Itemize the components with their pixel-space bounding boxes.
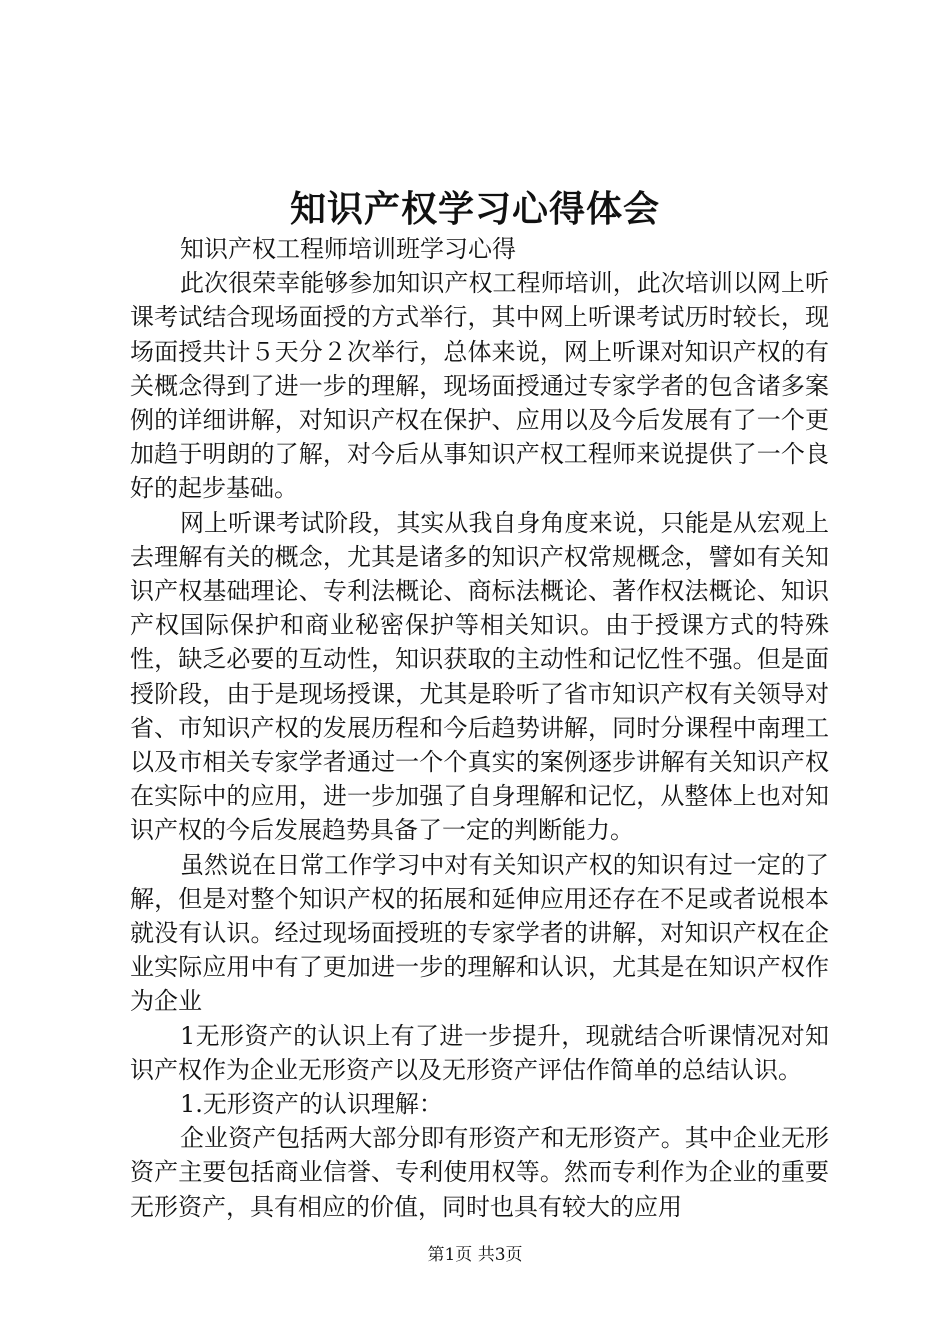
body-paragraph: 网上听课考试阶段，其实从我自身角度来说，只能是从宏观上去理解有关的概念，尤其是诸多的知识产权常规概念，譬如有关知识产权基础理论、专利法概论、商标法概论、著作权法概论、知识产权国际保护和商业秘密保护等相关知识。由于授课方式的特殊性，缺乏必要的互动性，知识获取的主动性和记忆性不强。但是面授阶段，由于是现场授课，尤其是聆听了省市知识产权有关领导对省、市知识产权的发展历程和今后趋势讲解，同时分课程中南理工以及市相关专家学者通过一个个真实的案例逐步讲解有关知识产权在实际中的应用，进一步加强了自身理解和记忆，从整体上也对知识产权的今后发展趋势具备了一定的判断能力。 xyxy=(130,508,829,845)
subtitle-paragraph: 知识产权工程师培训班学习心得 xyxy=(180,235,516,263)
body-paragraph: 企业资产包括两大部分即有形资产和无形资产。其中企业无形资产主要包括商业信誉、专利使用权等。然而专利作为企业的重要无形资产，具有相应的价值，同时也具有较大的应用 xyxy=(130,1124,829,1221)
body-paragraph: 此次很荣幸能够参加知识产权工程师培训，此次培训以网上听课考试结合现场面授的方式举行，其中网上听课考试历时较长，现场面授共计５天分２次举行，总体来说，网上听课对知识产权的有关概念得到了进一步的理解，现场面授通过专家学者的包含诸多案例的详细讲解，对知识产权在保护、应用以及今后发展有了一个更加趋于明朗的了解，对今后从事知识产权工程师来说提供了一个良好的起步基础。 xyxy=(130,269,829,503)
section-heading: 1.无形资产的认识理解： xyxy=(180,1090,443,1119)
document-title: 知识产权学习心得体会 xyxy=(289,188,660,230)
document-body xyxy=(130,232,829,1224)
page-footer: 第1页 共3页 xyxy=(427,1245,523,1265)
body-paragraph: 虽然说在日常工作学习中对有关知识产权的知识有过一定的了解，但是对整个知识产权的拓展和延伸应用还存在不足或者说根本就没有认识。经过现场面授班的专家学者的讲解，对知识产权在企业实际应用中有了更加进一步的理解和认识，尤其是在知识产权作为企业 xyxy=(130,850,829,1016)
body-paragraph: 1无形资产的认识上有了进一步提升，现就结合听课情况对知识产权作为企业无形资产以及无形资产评估作简单的总结认识。 xyxy=(130,1021,829,1084)
